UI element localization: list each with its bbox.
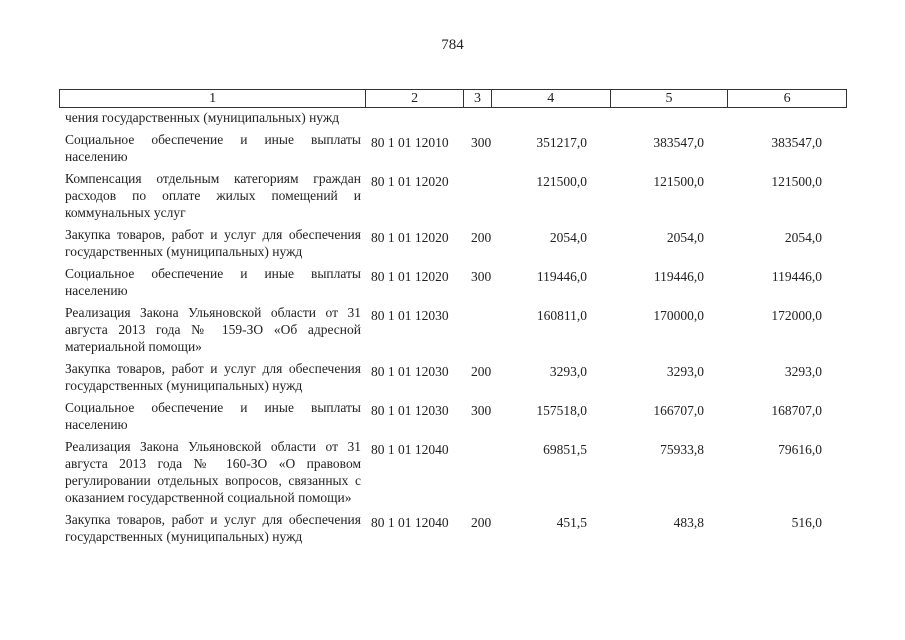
row-value-1: 157518,0: [536, 403, 587, 418]
row-value-2: [587, 109, 704, 112]
row-value-1: 160811,0: [536, 308, 587, 323]
header-col-5: 5: [611, 90, 729, 107]
row-code: 80 1 01 12020: [371, 174, 449, 189]
row-value-1: 69851,5: [543, 442, 587, 457]
row-type: 300: [471, 403, 492, 418]
row-name: Социальное обеспечение и иные выплаты населению: [65, 132, 361, 164]
table-row: [65, 109, 855, 126]
row-value-1: 2054,0: [549, 230, 587, 245]
table-row: [65, 170, 855, 221]
row-value-3: 79616,0: [778, 442, 822, 457]
row-type: [471, 304, 501, 307]
page-number: 784: [441, 37, 464, 53]
row-value-3: 2054,0: [784, 230, 822, 245]
row-code: 80 1 01 12030: [371, 364, 449, 379]
row-value-2: 75933,8: [660, 442, 704, 457]
row-value-2: 119446,0: [653, 269, 704, 284]
row-value-2: 166707,0: [653, 403, 704, 418]
table-row: [65, 360, 855, 394]
row-type: [471, 438, 501, 441]
row-name: Закупка товаров, работ и услуг для обеспечения государственных (муниципальных) нужд: [65, 512, 361, 544]
budget-table: [65, 109, 855, 545]
row-value-1: 3293,0: [549, 364, 587, 379]
table-row: [65, 226, 855, 260]
row-value-1: 119446,0: [536, 269, 587, 284]
row-value-3: 121500,0: [771, 174, 822, 189]
row-type: 200: [471, 364, 492, 379]
row-code: [371, 109, 471, 112]
row-name: Компенсация отдельным категориям граждан расходов по оплате жилых помещений и коммунальных услуг: [65, 171, 361, 220]
table-header: [59, 89, 847, 108]
row-type: [471, 109, 501, 112]
row-value-1: [501, 109, 587, 112]
header-col-6: 6: [783, 91, 791, 106]
row-name: Реализация Закона Ульяновской области от 31 августа 2013 года № 159-ЗО «Об адресной материальной помощи»: [65, 305, 361, 354]
row-type: 300: [471, 269, 492, 284]
row-value-1: 351217,0: [536, 135, 587, 150]
row-value-1: 121500,0: [536, 174, 587, 189]
row-name: чения государственных (муниципальных) нужд: [65, 110, 340, 125]
row-value-3: 3293,0: [784, 364, 822, 379]
table-row: [65, 399, 855, 433]
table-row: [65, 265, 855, 299]
row-name: Реализация Закона Ульяновской области от 31 августа 2013 года № 160-ЗО «О правовом регулировании отдельных вопросов, связанных с оказанием государственной социальной помощи»: [65, 439, 361, 505]
row-value-3: [704, 109, 822, 112]
row-code: 80 1 01 12010: [371, 135, 449, 150]
row-value-3: 516,0: [791, 515, 822, 530]
row-code: 80 1 01 12020: [371, 230, 449, 245]
header-col-2: 2: [366, 90, 464, 107]
row-name: Закупка товаров, работ и услуг для обеспечения государственных (муниципальных) нужд: [65, 361, 361, 393]
row-code: 80 1 01 12030: [371, 403, 449, 418]
row-type: [471, 170, 501, 173]
row-value-2: 3293,0: [666, 364, 704, 379]
row-name: Социальное обеспечение и иные выплаты населению: [65, 400, 361, 432]
row-code: 80 1 01 12040: [371, 442, 449, 457]
row-code: 80 1 01 12040: [371, 515, 449, 530]
row-value-3: 172000,0: [771, 308, 822, 323]
table-row: [65, 304, 855, 355]
row-value-2: 170000,0: [653, 308, 704, 323]
row-value-2: 2054,0: [666, 230, 704, 245]
row-value-2: 483,8: [673, 515, 704, 530]
header-col-3: 3: [464, 90, 492, 107]
table-row: [65, 131, 855, 165]
row-value-3: 119446,0: [771, 269, 822, 284]
row-type: 200: [471, 230, 492, 245]
header-col-1: 1: [60, 90, 366, 107]
row-code: 80 1 01 12030: [371, 308, 449, 323]
row-name: Закупка товаров, работ и услуг для обеспечения государственных (муниципальных) нужд: [65, 227, 361, 259]
row-value-3: 383547,0: [771, 135, 822, 150]
row-value-2: 383547,0: [653, 135, 704, 150]
header-col-4: 4: [492, 90, 611, 107]
table-row: [65, 511, 855, 545]
row-name: Социальное обеспечение и иные выплаты населению: [65, 266, 361, 298]
row-code: 80 1 01 12020: [371, 269, 449, 284]
row-value-3: 168707,0: [771, 403, 822, 418]
row-type: 300: [471, 135, 492, 150]
row-value-2: 121500,0: [653, 174, 704, 189]
row-type: 200: [471, 515, 492, 530]
table-row: [65, 438, 855, 506]
row-value-1: 451,5: [556, 515, 587, 530]
